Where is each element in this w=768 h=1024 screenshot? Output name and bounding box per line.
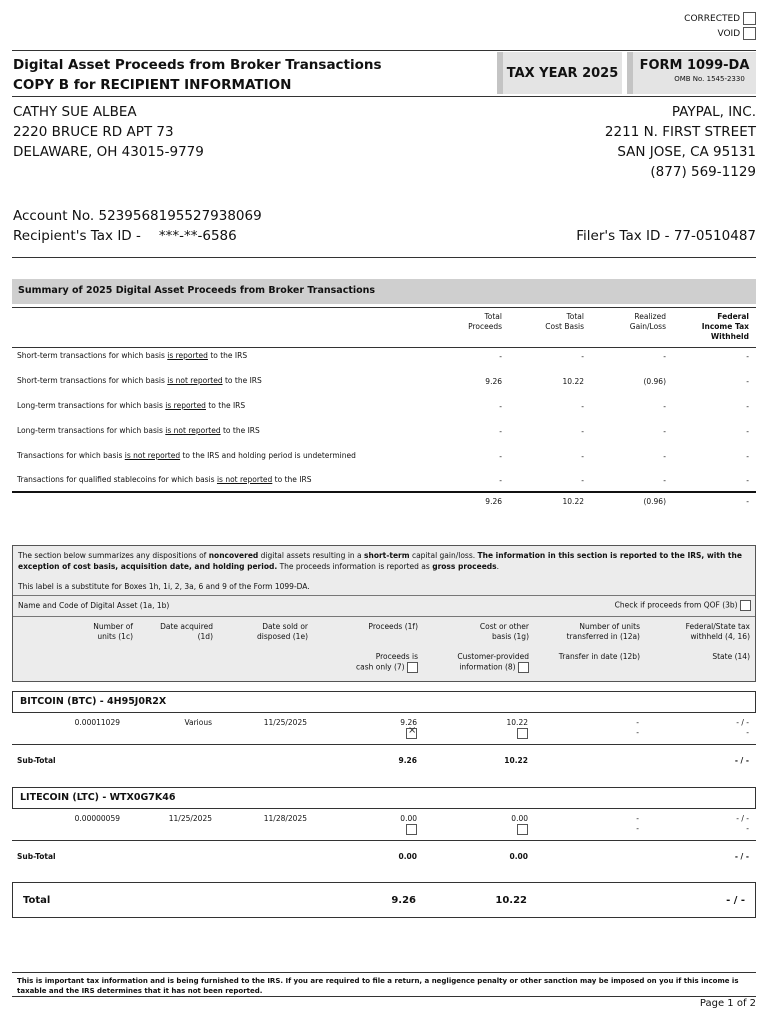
asset-transferred: - -: [636, 718, 639, 737]
summary-total-basis: 10.22: [562, 497, 584, 506]
summary-row-label: Long-term transactions for which basis is reported to the IRS: [17, 401, 246, 410]
asset-name-box: [12, 787, 756, 809]
state-label: State (14): [712, 652, 750, 661]
asset-cash-checkbox[interactable]: [406, 824, 417, 835]
col-units: Number of units (1c): [93, 622, 133, 641]
asset-proceeds: 9.26 ×: [342, 718, 417, 739]
name-code-label: Name and Code of Digital Asset (1a, 1b): [18, 601, 170, 610]
filer-address1: 2211 N. FIRST STREET: [604, 124, 756, 140]
col-fedstate: Federal/State tax withheld (4, 16): [685, 622, 750, 641]
summary-row-label: Short-term transactions for which basis is reported to the IRS: [17, 351, 248, 360]
summary-row-proceeds: -: [499, 476, 502, 485]
summary-row-fed: -: [746, 402, 749, 411]
recipient-block: [13, 102, 204, 162]
summary-row-basis: -: [581, 402, 584, 411]
void-label: VOID: [717, 29, 741, 39]
qof-label: Check if proceeds from QOF (3b): [615, 600, 751, 611]
noncovered-section: [12, 545, 756, 682]
asset-proceeds: 0.00: [342, 814, 417, 835]
summary-row-basis: -: [581, 476, 584, 485]
tax-year: TAX YEAR 2025: [506, 65, 619, 81]
summary-row-proceeds: -: [499, 427, 502, 436]
summary-row-gain: (0.96): [643, 377, 666, 386]
summary-row-fed: -: [746, 352, 749, 361]
form-number-box: [627, 52, 756, 94]
customer-info-label: Customer-provided information (8): [457, 652, 529, 672]
grand-total-fed: - / -: [726, 895, 745, 906]
footer-notice: This is important tax information and is being furnished to the IRS. If you are required to file a return, a negligence penalty or other sanction may be imposed on you if this income is taxable and the IRS determines that it has not been reported.: [17, 977, 739, 995]
col-proceeds: Proceeds (1f): [368, 622, 418, 631]
col-sold: Date sold or disposed (1e): [256, 622, 308, 641]
asset-fedstate: - / - -: [736, 814, 749, 833]
tax-year-box: [497, 52, 622, 94]
col-cost: Cost or other basis (1g): [479, 622, 529, 641]
asset-sold: 11/28/2025: [263, 814, 307, 823]
recipient-tax-id: ***-**-6586: [158, 228, 237, 244]
grand-total-cost: 10.22: [495, 895, 527, 906]
asset-cost: 0.00: [452, 814, 528, 835]
col-acquired: Date acquired (1d): [160, 622, 213, 641]
cash-only-checkbox[interactable]: [407, 662, 418, 673]
qof-checkbox[interactable]: [740, 600, 751, 611]
summary-row-gain: -: [663, 402, 666, 411]
filer-block: [605, 102, 756, 182]
section-intro: The section below summarizes any dispositions of noncovered digital assets resulting in a short-term capital gain/loss. The information in this section is reported to the IRS, with the exception of cost basis, acquisition date, and holding period. The proceeds information is reported as gross proceeds.: [18, 551, 742, 571]
subtotal-proceeds: 0.00: [398, 852, 417, 861]
filer-address2: SAN JOSE, CA 95131: [617, 144, 756, 160]
account-block: [13, 206, 262, 246]
transfer-date-label: Transfer in date (12b): [558, 652, 640, 661]
asset-acquired: 11/25/2025: [168, 814, 212, 823]
asset-name: BITCOIN (BTC) - 4H95J0R2X: [20, 696, 167, 707]
summary-row-label: Short-term transactions for which basis is not reported to the IRS: [17, 376, 262, 385]
asset-units: 0.00011029: [74, 718, 120, 727]
subtotal-label: Sub-Total: [17, 756, 56, 765]
summary-col-proceeds: Total Proceeds: [468, 312, 502, 331]
asset-transferred: - -: [636, 814, 639, 833]
grand-total-proceeds: 9.26: [391, 895, 416, 906]
recipient-address1: 2220 BRUCE RD APT 73: [13, 124, 174, 140]
summary-col-gain: Realized Gain/Loss: [629, 312, 666, 331]
summary-total-proceeds: 9.26: [485, 497, 502, 506]
form-copy-line: COPY B for RECIPIENT INFORMATION: [13, 77, 292, 93]
customer-info-checkbox[interactable]: [518, 662, 529, 673]
omb-number: OMB No. 1545-2330: [674, 75, 745, 83]
subtotal-label: Sub-Total: [17, 852, 56, 861]
summary-row-gain: -: [663, 452, 666, 461]
summary-row-fed: -: [746, 452, 749, 461]
subtotal-cost: 10.22: [504, 756, 528, 765]
summary-title: Summary of 2025 Digital Asset Proceeds from Broker Transactions: [18, 285, 376, 296]
summary-total-fed: -: [746, 497, 749, 506]
recipient-address2: DELAWARE, OH 43015-9779: [13, 144, 204, 160]
summary-row-proceeds: -: [499, 352, 502, 361]
asset-sold: 11/25/2025: [263, 718, 307, 727]
subtotal-fed: - / -: [734, 852, 749, 861]
summary-row-basis: -: [581, 452, 584, 461]
filer-tax-id: Filer's Tax ID - 77-0510487: [576, 228, 756, 244]
filer-phone: (877) 569-1129: [650, 164, 756, 180]
summary-row-fed: -: [746, 427, 749, 436]
summary-row-fed: -: [746, 377, 749, 386]
form-title: [13, 55, 382, 95]
summary-col-fed: Federal Income Tax Withheld: [701, 312, 749, 341]
page-number: Page 1 of 2: [699, 998, 756, 1009]
form-title-line: Digital Asset Proceeds from Broker Transactions: [13, 57, 382, 73]
subtotal-cost: 0.00: [509, 852, 528, 861]
asset-fedstate: - / - -: [736, 718, 749, 737]
section-label-note: This label is a substitute for Boxes 1h, 1i, 2, 3a, 6 and 9 of the Form 1099-DA.: [18, 582, 310, 591]
summary-row-basis: 10.22: [562, 377, 584, 386]
corrected-label: CORRECTED: [684, 14, 741, 24]
filer-name: PAYPAL, INC.: [671, 104, 756, 120]
subtotal-proceeds: 9.26: [398, 756, 417, 765]
asset-customer-checkbox[interactable]: [517, 824, 528, 835]
summary-row-proceeds: -: [499, 402, 502, 411]
summary-row-label: Long-term transactions for which basis is not reported to the IRS: [17, 426, 260, 435]
summary-row-gain: -: [663, 352, 666, 361]
summary-col-basis: Total Cost Basis: [545, 312, 584, 331]
summary-row-fed: -: [746, 476, 749, 485]
recipient-name: CATHY SUE ALBEA: [13, 104, 137, 120]
summary-total-gain: (0.96): [643, 497, 666, 506]
recipient-tax-id-label: Recipient's Tax ID -: [13, 228, 141, 244]
summary-row-label: Transactions for qualified stablecoins for which basis is not reported to the IRS: [17, 475, 312, 484]
summary-row-basis: -: [581, 352, 584, 361]
asset-name-box: [12, 691, 756, 713]
grand-total-box: [12, 882, 756, 918]
summary-title-bar: [12, 279, 756, 304]
summary-row-gain: -: [663, 476, 666, 485]
summary-row-proceeds: -: [499, 452, 502, 461]
cash-only-label: Proceeds is cash only (7): [355, 652, 418, 672]
form-number: FORM 1099-DA: [639, 58, 750, 73]
col-transferred: Number of units transferred in (12a): [566, 622, 640, 641]
asset-cash-checkbox[interactable]: [406, 728, 417, 739]
asset-acquired: Various: [184, 718, 212, 727]
summary-row-label: Transactions for which basis is not reported to the IRS and holding period is undetermined: [17, 451, 356, 460]
grand-total-label: Total: [23, 895, 51, 906]
asset-units: 0.00000059: [74, 814, 120, 823]
asset-cost: 10.22: [452, 718, 528, 739]
corrected-checkbox[interactable]: [743, 12, 756, 25]
summary-row-proceeds: 9.26: [485, 377, 502, 386]
subtotal-fed: - / -: [734, 756, 749, 765]
account-number: Account No. 5239568195527938069: [13, 208, 262, 224]
summary-row-basis: -: [581, 427, 584, 436]
corrected-checkbox-row: [684, 12, 756, 42]
asset-name: LITECOIN (LTC) - WTX0G7K46: [20, 792, 176, 803]
void-checkbox[interactable]: [743, 27, 756, 40]
summary-row-gain: -: [663, 427, 666, 436]
asset-customer-checkbox[interactable]: [517, 728, 528, 739]
